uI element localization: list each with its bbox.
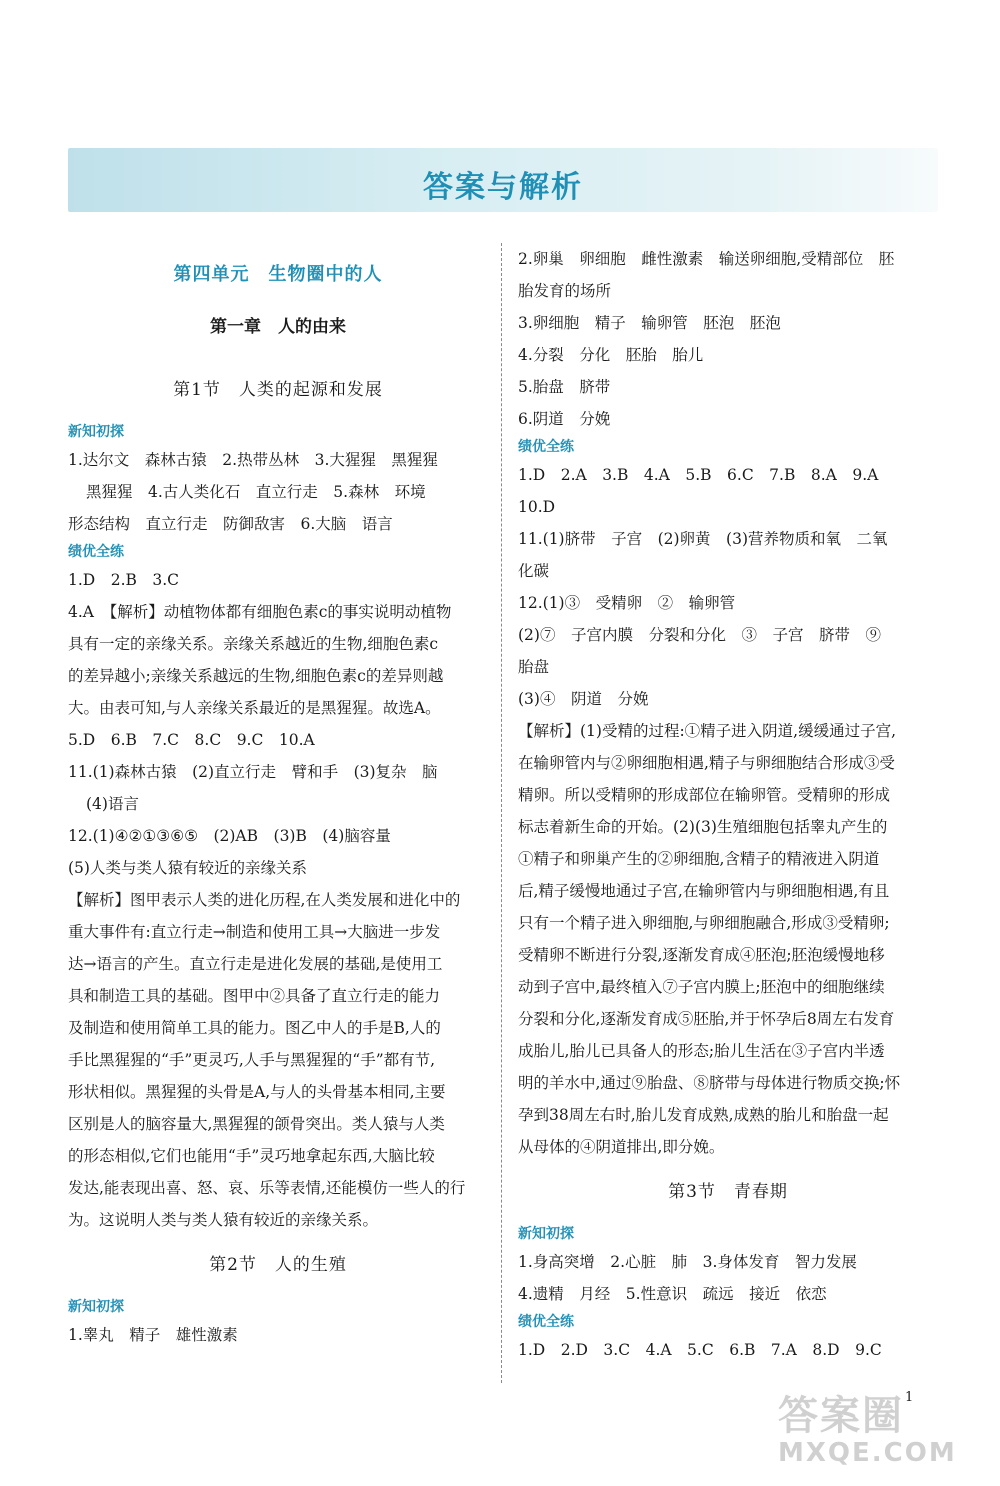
answer-line: 1.达尔文 森林古猿 2.热带丛林 3.大猩猩 黑猩猩 bbox=[68, 451, 438, 469]
answer-line: 4.分裂 分化 胚胎 胎儿 bbox=[518, 346, 704, 364]
right-column bbox=[518, 243, 938, 1366]
analysis-line: 从母体的④阴道排出,即分娩。 bbox=[518, 1138, 725, 1156]
analysis-line: 孕到38周左右时,胎儿发育成熟,成熟的胎儿和胎盘一起 bbox=[518, 1106, 889, 1124]
answer-line: 胎盘 bbox=[518, 658, 550, 676]
left-column bbox=[68, 252, 488, 1351]
watermark-logo bbox=[778, 1394, 978, 1474]
answer-line: 10.D bbox=[518, 498, 556, 516]
analysis-line: 受精卵不断进行分裂,逐渐发育成④胚泡;胚泡缓慢地移 bbox=[518, 946, 885, 964]
label-practice: 绩优全练 bbox=[518, 1314, 574, 1330]
section-title-3: 第3节 青春期 bbox=[668, 1182, 788, 1202]
answer-line: 化碳 bbox=[518, 562, 550, 580]
answer-line: 大。由表可知,与人亲缘关系最近的是黑猩猩。故选A。 bbox=[68, 699, 441, 717]
analysis-line: 的形态相似,它们也能用“手”灵巧地拿起东西,大脑比较 bbox=[68, 1147, 435, 1165]
answer-line: 1.D 2.D 3.C 4.A 5.C 6.B 7.A 8.D 9.C bbox=[518, 1341, 882, 1359]
answer-line: 6.阴道 分娩 bbox=[518, 410, 611, 428]
analysis-line: 在输卵管内与②卵细胞相遇,精子与卵细胞结合形成③受 bbox=[518, 754, 895, 772]
answer-line: 5.胎盘 脐带 bbox=[518, 378, 611, 396]
page-number: 1 bbox=[905, 1390, 914, 1405]
label-practice: 绩优全练 bbox=[68, 544, 124, 560]
chapter-title: 第一章 人的由来 bbox=[210, 317, 346, 337]
answer-line: 1.身高突增 2.心脏 肺 3.身体发育 智力发展 bbox=[518, 1253, 857, 1271]
analysis-line: 只有一个精子进入卵细胞,与卵细胞融合,形成③受精卵; bbox=[518, 914, 890, 932]
answer-line: 形态结构 直立行走 防御敌害 6.大脑 语言 bbox=[68, 515, 393, 533]
answer-line: 12.(1)③ 受精卵 ② 输卵管 bbox=[518, 594, 736, 612]
answer-line: 的差异越小;亲缘关系越远的生物,细胞色素c的差异则越 bbox=[68, 667, 444, 685]
answer-line: (5)人类与类人猿有较近的亲缘关系 bbox=[68, 859, 307, 877]
analysis-line: 后,精子缓慢地通过子宫,在输卵管内与卵细胞相遇,有且 bbox=[518, 882, 890, 900]
answer-line: 11.(1)脐带 子宫 (2)卵黄 (3)营养物质和氧 二氧 bbox=[518, 530, 888, 548]
label-new-knowledge: 新知初探 bbox=[518, 1226, 574, 1242]
watermark-url: MXQE.COM bbox=[778, 1438, 957, 1468]
answer-line: 4.A 【解析】动植物体都有细胞色素c的事实说明动植物 bbox=[68, 603, 452, 621]
answer-line: (3)④ 阴道 分娩 bbox=[518, 690, 649, 708]
section-title-2: 第2节 人的生殖 bbox=[209, 1255, 347, 1275]
unit-title: 第四单元 生物圈中的人 bbox=[173, 264, 383, 285]
answer-line: (4)语言 bbox=[86, 795, 139, 813]
page-title: 答案与解析 bbox=[423, 170, 583, 205]
section-title-1: 第1节 人类的起源和发展 bbox=[173, 380, 383, 400]
answer-line: 黑猩猩 4.古人类化石 直立行走 5.森林 环境 bbox=[86, 483, 426, 501]
analysis-line: 重大事件有:直立行走→制造和使用工具→大脑进一步发 bbox=[68, 923, 441, 941]
analysis-line: 手比黑猩猩的“手”更灵巧,人手与黑猩猩的“手”都有节, bbox=[68, 1051, 436, 1069]
answer-line: 1.睾丸 精子 雄性激素 bbox=[68, 1326, 238, 1344]
analysis-line: 【解析】图甲表示人类的进化历程,在人类发展和进化中的 bbox=[68, 891, 461, 909]
analysis-line: 精卵。所以受精卵的形成部位在输卵管。受精卵的形成 bbox=[518, 786, 891, 804]
header-banner bbox=[68, 148, 938, 212]
analysis-line: 及制造和使用简单工具的能力。图乙中人的手是B,人的 bbox=[68, 1019, 441, 1037]
analysis-line: ①精子和卵巢产生的②卵细胞,含精子的精液进入阴道 bbox=[518, 850, 880, 868]
answer-line: 1.D 2.B 3.C bbox=[68, 571, 180, 589]
analysis-line: 【解析】(1)受精的过程:①精子进入阴道,缓缓通过子宫, bbox=[518, 722, 897, 740]
analysis-line: 明的羊水中,通过⑨胎盘、⑧脐带与母体进行物质交换;怀 bbox=[518, 1074, 901, 1092]
analysis-line: 形状相似。黑猩猩的头骨是A,与人的头骨基本相同,主要 bbox=[68, 1083, 446, 1101]
answer-line: 3.卵细胞 精子 输卵管 胚泡 胚泡 bbox=[518, 314, 781, 332]
analysis-line: 成胎儿,胎儿已具备人的形态;胎儿生活在③子宫内半透 bbox=[518, 1042, 885, 1060]
answer-line: 12.(1)④②①③⑥⑤ (2)AB (3)B (4)脑容量 bbox=[68, 827, 391, 845]
answer-line: 1.D 2.A 3.B 4.A 5.B 6.C 7.B 8.A 9.A bbox=[518, 466, 879, 484]
label-practice: 绩优全练 bbox=[518, 439, 574, 455]
analysis-line: 具和制造工具的基础。图甲中②具备了直立行走的能力 bbox=[68, 987, 441, 1005]
answer-line: (2)⑦ 子宫内膜 分裂和分化 ③ 子宫 脐带 ⑨ bbox=[518, 626, 881, 644]
analysis-line: 区别是人的脑容量大,黑猩猩的颌骨突出。类人猿与人类 bbox=[68, 1115, 445, 1133]
analysis-line: 发达,能表现出喜、怒、哀、乐等表情,还能模仿一些人的行 bbox=[68, 1179, 466, 1197]
label-new-knowledge: 新知初探 bbox=[68, 1299, 124, 1315]
analysis-line: 动到子宫中,最终植入⑦子宫内膜上;胚泡中的细胞继续 bbox=[518, 978, 885, 996]
answer-line: 具有一定的亲缘关系。亲缘关系越近的生物,细胞色素c bbox=[68, 635, 439, 653]
answer-line: 2.卵巢 卵细胞 雌性激素 输送卵细胞,受精部位 胚 bbox=[518, 250, 895, 268]
watermark-text: 答案圈 bbox=[778, 1393, 904, 1439]
answer-line: 11.(1)森林古猿 (2)直立行走 臂和手 (3)复杂 脑 bbox=[68, 763, 438, 781]
answer-line: 胎发育的场所 bbox=[518, 282, 612, 300]
analysis-line: 为。这说明人类与类人猿有较近的亲缘关系。 bbox=[68, 1211, 379, 1229]
analysis-line: 标志着新生命的开始。(2)(3)生殖细胞包括睾丸产生的 bbox=[518, 818, 888, 836]
analysis-line: 达→语言的产生。直立行走是进化发展的基础,是使用工 bbox=[68, 955, 443, 973]
column-divider bbox=[501, 243, 502, 1383]
answer-line: 4.遗精 月经 5.性意识 疏远 接近 依恋 bbox=[518, 1285, 827, 1303]
analysis-line: 分裂和分化,逐渐发育成⑤胚胎,并于怀孕后8周左右发育 bbox=[518, 1010, 895, 1028]
answer-line: 5.D 6.B 7.C 8.C 9.C 10.A bbox=[68, 731, 315, 749]
label-new-knowledge: 新知初探 bbox=[68, 424, 124, 440]
